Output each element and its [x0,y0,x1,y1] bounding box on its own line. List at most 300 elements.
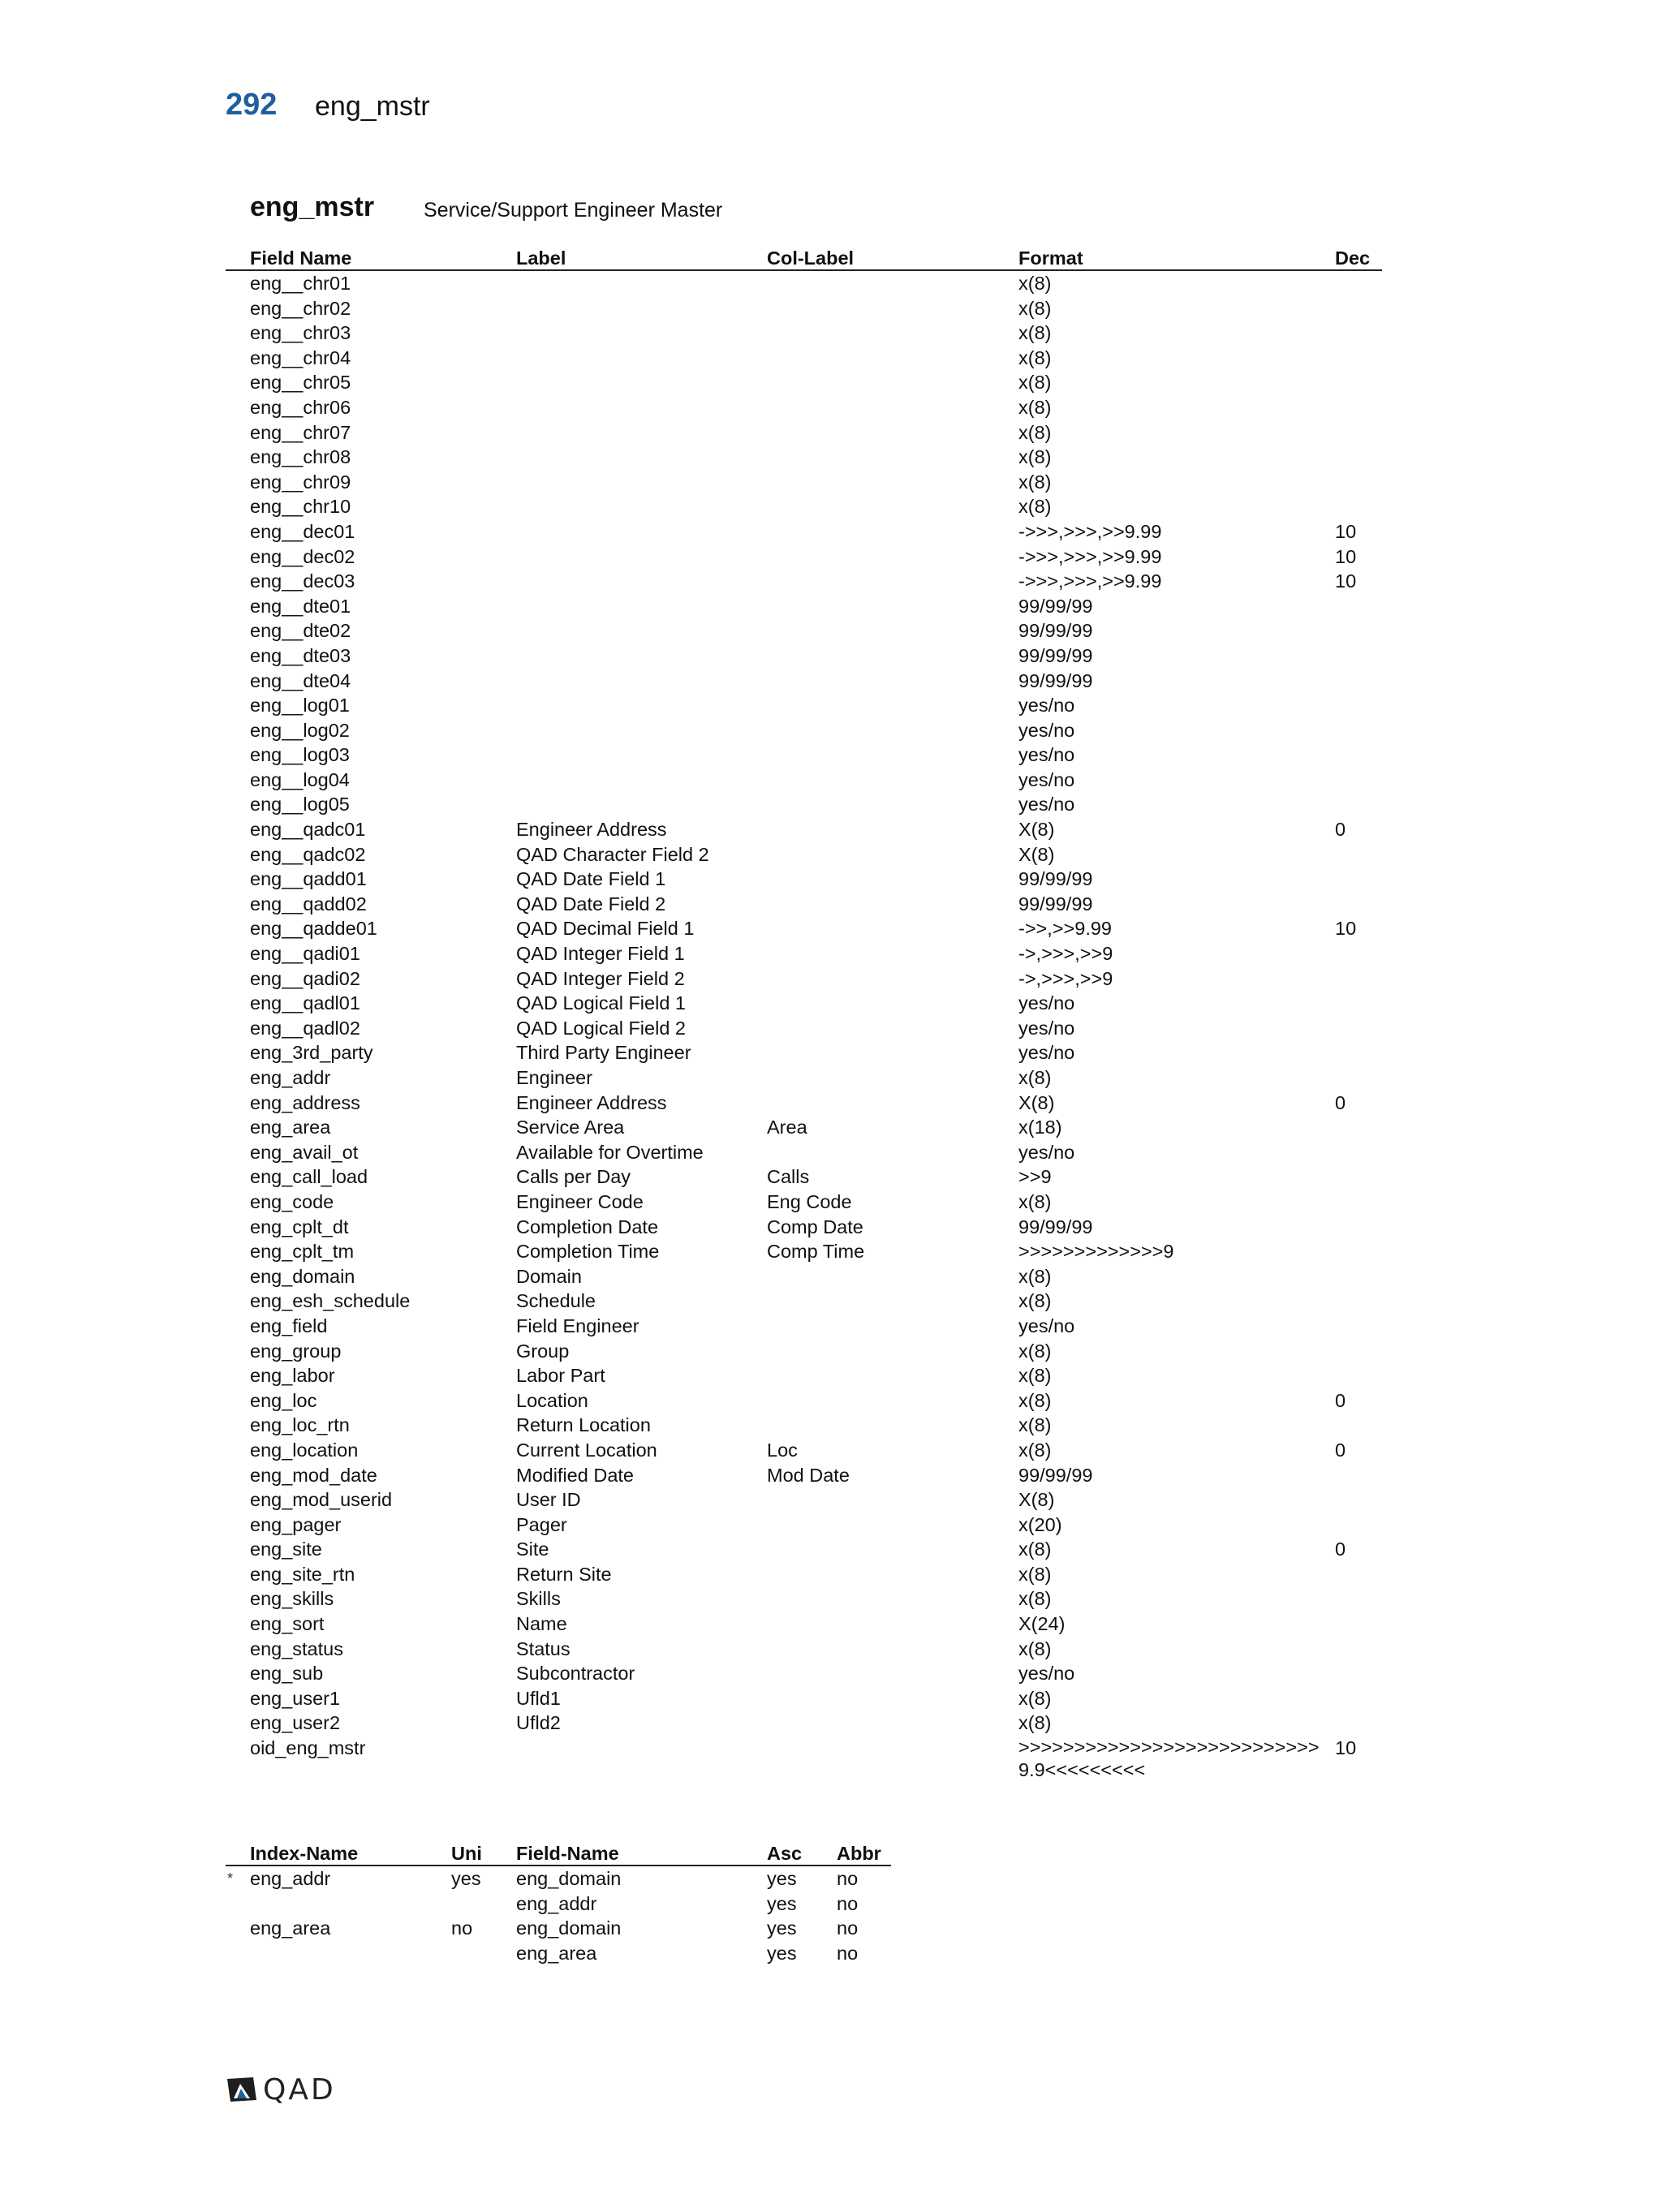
cell-dec: 10 [1335,1737,1357,1759]
cell-field-name: eng__chr06 [250,396,351,418]
cell-label: Skills [516,1588,561,1610]
cell-field-name: eng_area [250,1117,331,1138]
table-row [226,867,1382,892]
cell-label [516,494,767,519]
cell-label: Calls per Day [516,1166,631,1188]
cell-format: 99/99/99 [1018,868,1093,890]
table-row [226,1289,1382,1314]
table-row [226,1413,1382,1438]
header-dec: Dec [1335,240,1382,270]
running-title: eng_mstr [315,91,430,122]
cell-label [516,445,767,470]
cell-field-name: eng__chr01 [250,273,351,294]
index-table [226,1835,891,1965]
cell-field-name: eng__dec02 [250,545,355,567]
cell-dec [1335,792,1382,817]
table-row [226,346,1382,371]
table-row [226,1463,1382,1488]
row-spacer [226,669,250,694]
cell-field-name: eng_cplt_dt [250,1216,349,1237]
cell-dec [1335,321,1382,346]
qad-logo-icon [226,2076,258,2103]
row-spacer [226,1686,250,1711]
table-row [226,1866,891,1891]
cell-field-name: eng_domain [516,1868,622,1889]
cell-col-label [767,1314,1018,1339]
cell-col-label [767,966,1018,992]
cell-format: ->,>>>,>>9 [1018,943,1113,965]
row-spacer [226,395,250,420]
table-row [226,1339,1382,1364]
cell-col-label [767,817,1018,842]
cell-format: x(8) [1018,1067,1052,1088]
cell-col-label [767,1413,1018,1438]
cell-format: x(20) [1018,1513,1062,1535]
cell-col-label [767,470,1018,495]
cell-format: x(8) [1018,421,1052,443]
cell-label [516,296,767,321]
table-row [226,792,1382,817]
cell-col-label [767,1736,1018,1781]
cell-dec [1335,1363,1382,1388]
cell-primary-marker [226,1941,250,1966]
row-spacer [226,1040,250,1065]
cell-label [516,618,767,643]
table-row [226,1215,1382,1240]
row-spacer [226,792,250,817]
cell-format: x(8) [1018,297,1052,319]
cell-field-name: eng_esh_schedule [250,1290,411,1312]
table-row [226,1314,1382,1339]
cell-abbr: no [837,1892,859,1914]
table-row [226,395,1382,420]
cell-field-name: eng_avail_ot [250,1141,359,1163]
cell-format: x(8) [1018,1340,1052,1362]
row-spacer [226,867,250,892]
cell-dec [1335,1661,1382,1686]
table-row [226,1065,1382,1091]
cell-format: X(8) [1018,843,1055,865]
cell-uni: yes [451,1868,481,1889]
cell-dec: 10 [1335,570,1357,592]
cell-col-label [767,1339,1018,1364]
cell-format: x(8) [1018,496,1052,518]
cell-field-name: eng__qadi02 [250,967,360,989]
cell-col-label [767,1661,1018,1686]
cell-dec [1335,1140,1382,1165]
cell-format: x(8) [1018,372,1052,394]
row-spacer [226,892,250,917]
cell-field-name: eng_code [250,1190,334,1212]
cell-field-name: eng_loc [250,1389,317,1411]
table-row [226,1537,1382,1562]
cell-field-name: oid_eng_mstr [250,1737,366,1759]
cell-abbr: no [837,1868,859,1889]
cell-format: x(8) [1018,1687,1052,1709]
row-spacer [226,718,250,743]
cell-label: QAD Integer Field 2 [516,967,685,989]
cell-dec [1335,1413,1382,1438]
qad-logo-text: QAD [263,2072,336,2107]
cell-index-name [250,1941,451,1966]
cell-label [516,569,767,594]
row-spacer [226,643,250,669]
row-spacer [226,991,250,1016]
row-spacer [226,1661,250,1686]
cell-dec [1335,395,1382,420]
cell-label: Ufld1 [516,1687,561,1709]
cell-col-label [767,1586,1018,1612]
cell-format: 99/99/99 [1018,620,1093,642]
cell-field-name: eng__qadl01 [250,992,360,1014]
table-row [226,1140,1382,1165]
table-row [226,1190,1382,1215]
cell-uni [451,1891,516,1917]
cell-dec [1335,742,1382,768]
cell-field-name: eng_skills [250,1588,334,1610]
table-row [226,1612,1382,1637]
cell-format: x(18) [1018,1117,1062,1138]
cell-col-label [767,643,1018,669]
cell-label [516,395,767,420]
cell-format: ->>>,>>>,>>9.99 [1018,520,1162,542]
cell-col-label [767,1264,1018,1289]
table-row [226,1586,1382,1612]
cell-field-name: eng__chr09 [250,471,351,493]
row-spacer [226,1314,250,1339]
table-row [226,1562,1382,1587]
cell-format: 99/99/99 [1018,644,1093,666]
cell-label [516,718,767,743]
cell-label [516,742,767,768]
cell-field-name: eng__chr04 [250,346,351,368]
cell-field-name: eng_addr [516,1892,597,1914]
cell-col-label [767,991,1018,1016]
cell-col-label [767,1612,1018,1637]
row-spacer [226,569,250,594]
cell-dec [1335,594,1382,619]
cell-format: yes/no [1018,695,1075,717]
row-spacer [226,916,250,941]
cell-field-name: eng_call_load [250,1166,368,1188]
cell-col-label [767,1065,1018,1091]
cell-field-name: eng_location [250,1439,359,1461]
cell-field-name: eng__qadde01 [250,918,377,940]
cell-dec [1335,1339,1382,1364]
cell-dec [1335,643,1382,669]
table-row [226,1388,1382,1414]
table-row [226,1686,1382,1711]
row-spacer [226,494,250,519]
cell-col-label [767,1363,1018,1388]
cell-dec [1335,1711,1382,1736]
cell-field-name: eng_sort [250,1613,325,1635]
cell-label: QAD Character Field 2 [516,843,709,865]
table-row [226,1164,1382,1190]
table-row [226,1264,1382,1289]
cell-label: Engineer Address [516,1091,667,1113]
cell-label [516,321,767,346]
cell-uni: no [451,1917,473,1939]
row-spacer [226,842,250,867]
row-spacer [226,1115,250,1140]
row-spacer [226,519,250,544]
cell-format: x(8) [1018,1290,1052,1312]
cell-format: x(8) [1018,446,1052,468]
row-spacer [226,420,250,445]
row-spacer [226,1637,250,1662]
cell-format: x(8) [1018,1563,1052,1585]
cell-col-label: Eng Code [767,1190,852,1212]
cell-col-label: Area [767,1117,807,1138]
cell-dec [1335,1065,1382,1091]
table-row [226,941,1382,966]
cell-format: ->,>>>,>>9 [1018,967,1113,989]
cell-dec [1335,991,1382,1016]
cell-dec [1335,1463,1382,1488]
cell-abbr: no [837,1942,859,1964]
cell-label: Engineer [516,1067,593,1088]
table-row [226,370,1382,395]
row-spacer [226,346,250,371]
cell-dec [1335,842,1382,867]
header-asc: Asc [767,1835,837,1866]
row-spacer [226,1264,250,1289]
cell-format: yes/no [1018,744,1075,766]
cell-field-name: eng__dte02 [250,620,351,642]
table-row [226,1661,1382,1686]
cell-format: x(8) [1018,1265,1052,1287]
cell-col-label [767,892,1018,917]
cell-index-name: eng_addr [250,1868,331,1889]
cell-format: x(8) [1018,273,1052,294]
row-spacer [226,594,250,619]
cell-field-name: eng_pager [250,1513,342,1535]
cell-col-label [767,494,1018,519]
row-spacer [226,1239,250,1264]
cell-col-label: Loc [767,1439,798,1461]
cell-format: yes/no [1018,1141,1075,1163]
table-name: eng_mstr [250,192,375,222]
cell-format: X(8) [1018,1489,1055,1511]
cell-label: Available for Overtime [516,1141,704,1163]
row-spacer [226,1612,250,1637]
cell-field-name: eng__log03 [250,744,350,766]
cell-field-name: eng_addr [250,1067,331,1088]
cell-col-label [767,569,1018,594]
cell-dec [1335,1190,1382,1215]
cell-col-label [767,420,1018,445]
row-spacer [226,817,250,842]
table-row [226,569,1382,594]
table-row [226,1891,891,1917]
header-col-label: Col-Label [767,240,1018,270]
row-spacer [226,321,250,346]
table-row [226,296,1382,321]
cell-dec [1335,420,1382,445]
row-spacer [226,1463,250,1488]
table-row [226,544,1382,570]
table-row [226,1637,1382,1662]
cell-format: x(8) [1018,1389,1052,1411]
cell-dec [1335,1513,1382,1538]
table-row [226,669,1382,694]
cell-col-label [767,842,1018,867]
cell-dec [1335,1016,1382,1041]
cell-dec: 0 [1335,1389,1346,1411]
cell-format: X(8) [1018,819,1055,841]
cell-col-label [767,1562,1018,1587]
cell-dec [1335,669,1382,694]
cell-field-name: eng_area [516,1942,597,1964]
table-row [226,742,1382,768]
cell-label: QAD Integer Field 1 [516,943,685,965]
cell-label: QAD Logical Field 1 [516,992,686,1014]
cell-col-label [767,544,1018,570]
header-field-name: Field Name [250,240,516,270]
table-description: Service/Support Engineer Master [424,199,723,222]
cell-col-label [767,792,1018,817]
table-row [226,270,1382,296]
cell-field-name: eng_labor [250,1365,335,1387]
cell-label [516,792,767,817]
cell-field-name: eng_group [250,1340,342,1362]
cell-field-name: eng_domain [250,1265,355,1287]
cell-dec [1335,1686,1382,1711]
row-spacer [226,1711,250,1736]
cell-field-name: eng__qadc01 [250,819,366,841]
cell-col-label [767,1040,1018,1065]
cell-field-name: eng__chr05 [250,372,351,394]
cell-format: x(8) [1018,1539,1052,1560]
cell-dec [1335,966,1382,992]
row-spacer [226,1215,250,1240]
table-row [226,445,1382,470]
cell-dec [1335,346,1382,371]
cell-field-name: eng__dec03 [250,570,355,592]
table-row [226,1513,1382,1538]
table-row [226,594,1382,619]
cell-format: X(8) [1018,1091,1055,1113]
table-row [226,519,1382,544]
row-spacer [226,1586,250,1612]
row-spacer [226,1562,250,1587]
cell-format: yes/no [1018,1017,1075,1039]
cell-label [516,470,767,495]
cell-col-label [767,693,1018,718]
row-spacer [226,1363,250,1388]
cell-primary-marker [226,1891,250,1917]
cell-col-label [767,1487,1018,1513]
cell-label: Completion Date [516,1216,659,1237]
cell-label: Return Location [516,1414,651,1436]
row-spacer [226,768,250,793]
cell-field-name: eng__qadl02 [250,1017,360,1039]
row-spacer [226,270,250,296]
cell-col-label [767,1140,1018,1165]
cell-field-name: eng__chr10 [250,496,351,518]
table-row [226,321,1382,346]
cell-label: Return Site [516,1563,612,1585]
header-spacer [226,240,250,270]
row-spacer [226,370,250,395]
cell-field-name: eng_field [250,1315,328,1336]
cell-col-label [767,768,1018,793]
cell-label: Labor Part [516,1365,605,1387]
cell-col-label [767,296,1018,321]
cell-field-name: eng_sub [250,1663,324,1685]
cell-format: x(8) [1018,1439,1052,1461]
table-row [226,1438,1382,1463]
cell-col-label: Comp Date [767,1216,863,1237]
field-table-header [226,240,1382,270]
cell-dec [1335,1487,1382,1513]
field-table-body [226,270,1382,1781]
row-spacer [226,693,250,718]
table-row [226,494,1382,519]
table-row [226,1115,1382,1140]
row-spacer [226,742,250,768]
cell-col-label [767,370,1018,395]
cell-asc: yes [767,1917,797,1939]
cell-uni [451,1941,516,1966]
cell-dec: 0 [1335,1439,1346,1461]
cell-field-name: eng_3rd_party [250,1042,373,1064]
cell-format: yes/no [1018,1315,1075,1336]
cell-col-label [767,321,1018,346]
cell-dec [1335,1215,1382,1240]
cell-col-label: Calls [767,1166,810,1188]
row-spacer [226,1091,250,1116]
cell-abbr: no [837,1917,859,1939]
cell-col-label [767,519,1018,544]
cell-format: >>>>>>>>>>>>>9 [1018,1241,1174,1263]
table-row [226,1941,891,1966]
cell-format: X(24) [1018,1613,1066,1635]
cell-field-name: eng_cplt_tm [250,1241,355,1263]
cell-label [516,643,767,669]
cell-dec [1335,1586,1382,1612]
index-table-body [226,1866,891,1965]
cell-field-name: eng__log02 [250,719,350,741]
header-uni: Uni [451,1835,516,1866]
cell-field-name: eng__qadd02 [250,893,367,914]
header-index-name: Index-Name [250,1835,451,1866]
cell-label: Current Location [516,1439,657,1461]
cell-field-name: eng__chr08 [250,446,351,468]
cell-dec [1335,941,1382,966]
cell-primary-marker: * [227,1870,234,1887]
cell-field-name: eng_status [250,1637,343,1659]
cell-format: x(8) [1018,1637,1052,1659]
cell-dec: 10 [1335,545,1357,567]
cell-col-label [767,1686,1018,1711]
cell-dec [1335,718,1382,743]
cell-field-name: eng_mod_date [250,1464,377,1486]
cell-col-label: Comp Time [767,1241,865,1263]
table-row [226,842,1382,867]
cell-format: 99/99/99 [1018,1464,1093,1486]
cell-field-name: eng__qadi01 [250,943,360,965]
cell-field-name: eng__dte01 [250,595,351,617]
cell-format: >>>>>>>>>>>>>>>>>>>>>>>>>>>9.9<<<<<<<<< [1018,1736,1320,1781]
cell-field-name: eng_mod_userid [250,1489,393,1511]
row-spacer [226,1438,250,1463]
row-spacer [226,445,250,470]
cell-format: yes/no [1018,1663,1075,1685]
cell-label [516,370,767,395]
cell-field-name: eng__log01 [250,695,350,717]
